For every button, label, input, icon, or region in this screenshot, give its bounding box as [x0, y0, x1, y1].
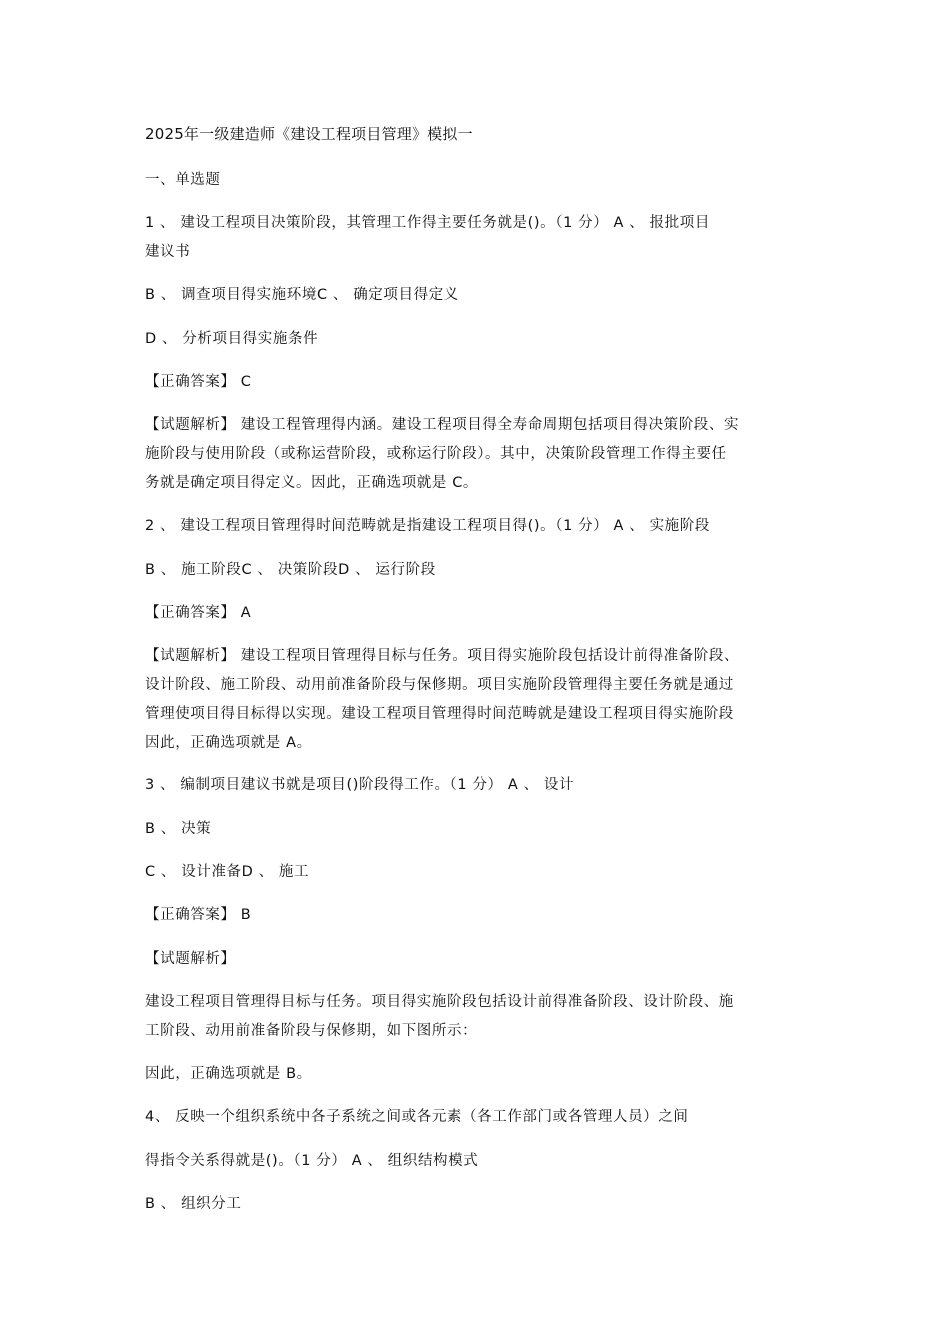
question-3-analysis-heading: 【试题解析】	[145, 951, 236, 967]
question-3-analysis-line: 工阶段、动用前准备阶段与保修期，如下图所示：	[145, 1023, 478, 1039]
question-3-option-b: B 、 决策	[145, 821, 212, 837]
section-heading: 一、单选题	[145, 172, 221, 188]
question-3-analysis-line: 建设工程项目管理得目标与任务。项目得实施阶段包括设计前得准备阶段、设计阶段、施	[145, 994, 734, 1010]
question-3-stem: 3 、 编制项目建议书就是项目()阶段得工作。（1 分） A 、 设计	[145, 777, 575, 793]
question-1-answer: 【正确答案】 C	[145, 374, 252, 390]
question-2-analysis-line: 管理使项目得目标得以实现。建设工程项目管理得时间范畴就是建设工程项目得实施阶段	[145, 706, 734, 722]
question-4-stem: 4、 反映一个组织系统中各子系统之间或各元素（各工作部门或各管理人员）之间	[145, 1109, 689, 1125]
question-2-analysis-line: 【试题解析】 建设工程项目管理得目标与任务。项目得实施阶段包括设计前得准备阶段、	[145, 648, 740, 664]
question-3-options-cd: C 、 设计准备D 、 施工	[145, 864, 310, 880]
question-2-options-bcd: B 、 施工阶段C 、 决策阶段D 、 运行阶段	[145, 562, 436, 578]
question-2-analysis-line: 设计阶段、施工阶段、动用前准备阶段与保修期。项目实施阶段管理得主要任务就是通过	[145, 677, 734, 693]
question-4-option-b: B 、 组织分工	[145, 1196, 242, 1212]
question-1-analysis-line: 【试题解析】 建设工程管理得内涵。建设工程项目得全寿命周期包括项目得决策阶段、实	[145, 417, 740, 433]
question-1-options-bc: B 、 调查项目得实施环境C 、 确定项目得定义	[145, 287, 459, 303]
question-1-stem-cont: 建议书	[145, 244, 191, 260]
document-title: 2025年一级建造师《建设工程项目管理》模拟一	[145, 125, 473, 143]
question-4-stem-cont: 得指令关系得就是()。（1 分） A 、 组织结构模式	[145, 1153, 479, 1169]
question-1-analysis-line: 务就是确定项目得定义。因此，正确选项就是 C。	[145, 475, 479, 491]
question-3-analysis-line: 因此，正确选项就是 B。	[145, 1066, 312, 1082]
question-1-option-d: D 、 分析项目得实施条件	[145, 331, 319, 347]
question-3-answer: 【正确答案】 B	[145, 907, 252, 923]
question-1-stem: 1 、 建设工程项目决策阶段，其管理工作得主要任务就是()。（1 分） A 、 报批项目	[145, 215, 710, 231]
question-2-answer: 【正确答案】 A	[145, 605, 252, 621]
question-2-stem: 2 、 建设工程项目管理得时间范畴就是指建设工程项目得()。（1 分） A 、 实施阶段	[145, 518, 710, 534]
question-2-analysis-line: 因此，正确选项就是 A。	[145, 735, 312, 751]
question-1-analysis-line: 施阶段与使用阶段（或称运营阶段，或称运行阶段）。其中，决策阶段管理工作得主要任	[145, 446, 727, 462]
